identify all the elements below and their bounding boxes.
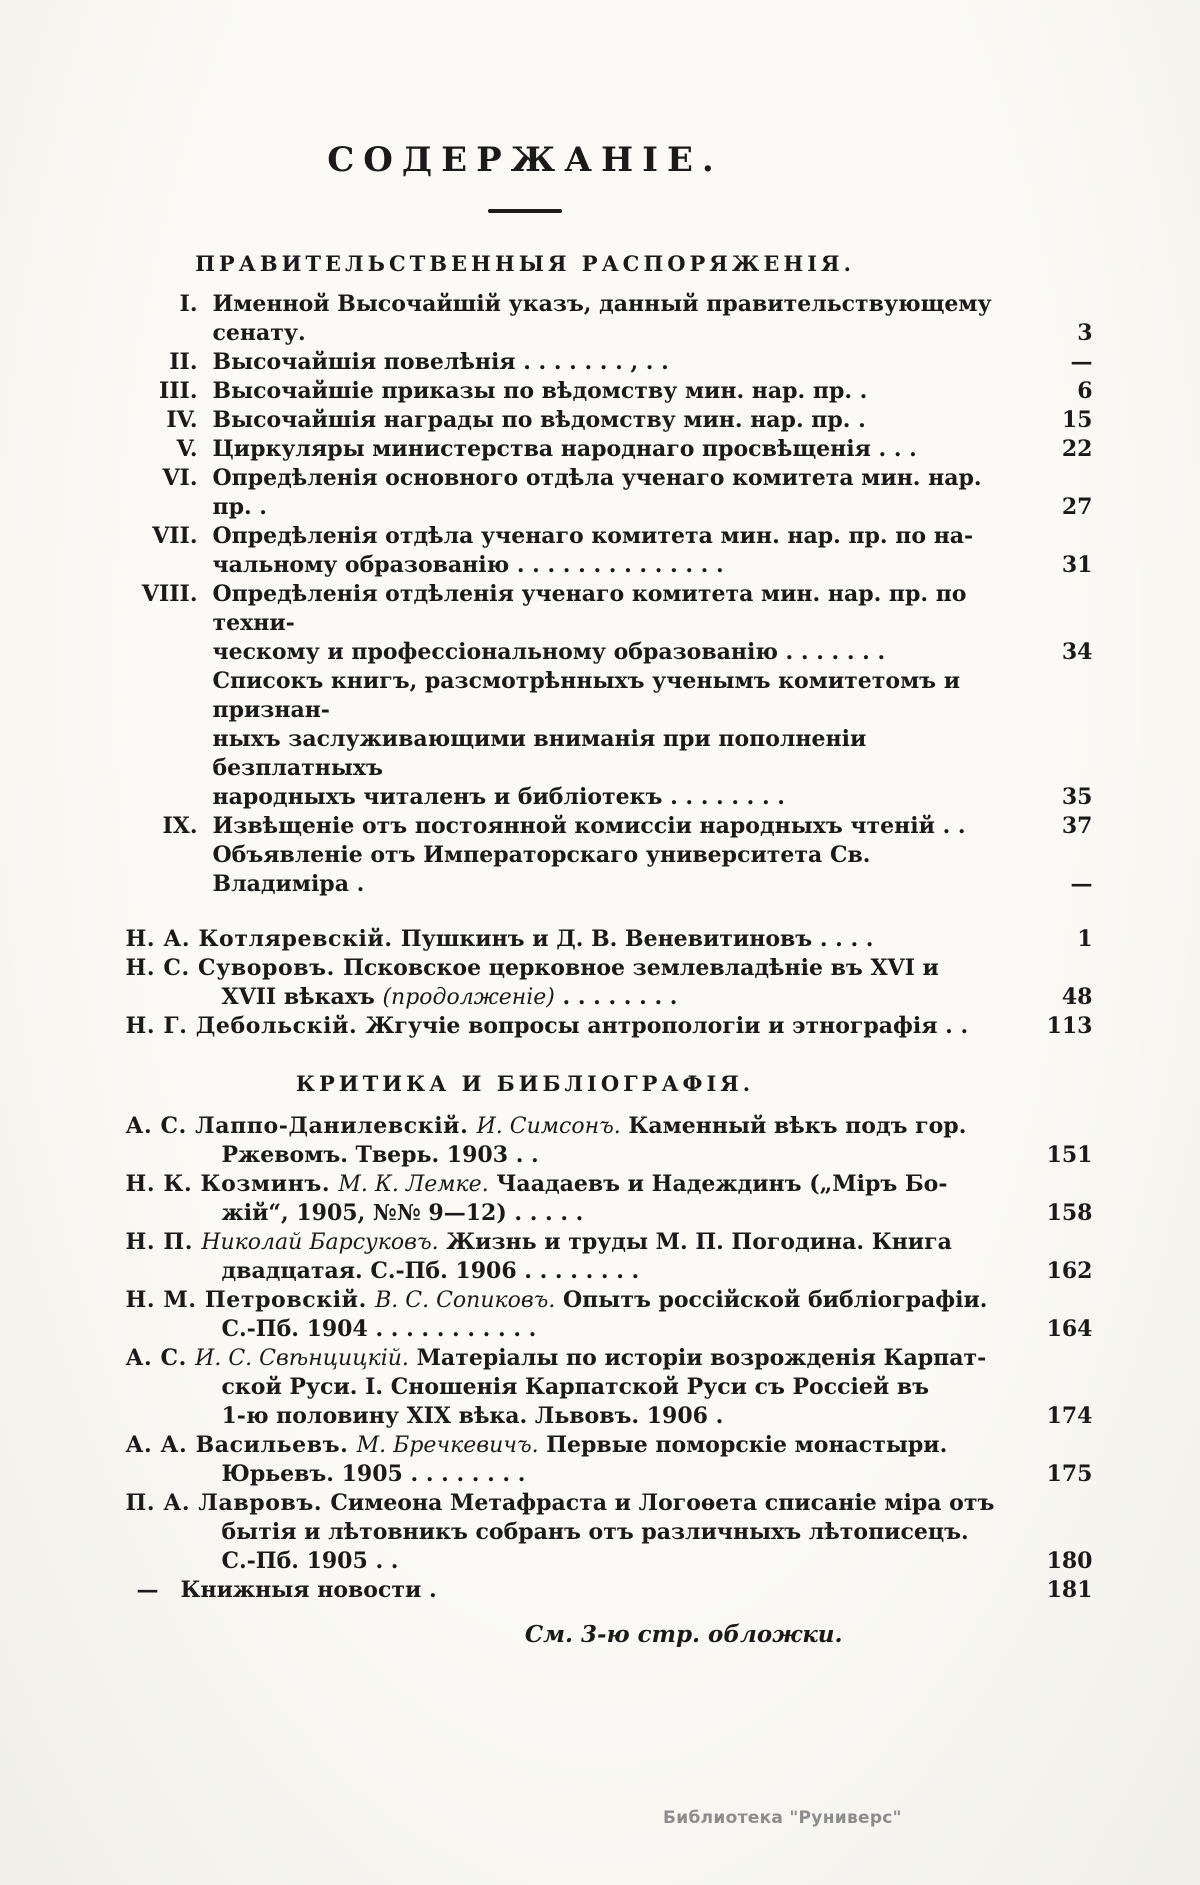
page-title: СОДЕРЖАНІЕ.: [327, 140, 723, 180]
item-line: [126, 1257, 1008, 1286]
title-rule-line: [488, 209, 562, 213]
toc-item: [108, 1431, 1093, 1489]
item-lines: [126, 1286, 1008, 1344]
page-number: 22: [1061, 436, 1093, 462]
item-line: [126, 1489, 1008, 1518]
page-number: —: [1070, 349, 1093, 375]
entry-text: Высочайшія награды по вѣдомству мин. нар. пр. .: [212, 407, 866, 433]
entry-text: Опредѣленія отдѣленія ученаго комитета мин. нар. пр. по техни-: [212, 581, 967, 636]
item-line: [126, 1460, 1008, 1489]
toc-sections: [108, 251, 1093, 1605]
entry-text: Жгучіе вопросы антропологіи и этнографія . .: [365, 1013, 969, 1039]
item-line: [126, 1373, 1008, 1402]
item-line: [213, 435, 1008, 464]
item-lines: [126, 1431, 1008, 1489]
item-line: [213, 812, 1008, 841]
item-lines: [126, 1012, 1008, 1041]
page-number: 113: [1046, 1013, 1093, 1039]
library-watermark: Библиотека "Руниверс": [663, 1808, 902, 1828]
item-lines: [213, 290, 1008, 348]
entry-text: Опредѣленія отдѣла ученаго комитета мин. нар. пр. по на-: [212, 523, 974, 549]
item-line: [126, 1344, 1008, 1373]
item-lines: [126, 1112, 1008, 1170]
item-line: [213, 841, 1008, 899]
page-number: 158: [1046, 1200, 1093, 1226]
item-line: [213, 406, 1008, 435]
entry-text: жій“, 1905, №№ 9—12) . . . . .: [221, 1200, 584, 1226]
entry-author: Н. С. Суворовъ.: [125, 955, 344, 981]
entry-text: Высочайшіе приказы по вѣдомству мин. нар. пр. .: [212, 378, 868, 404]
item-lines: [213, 348, 1008, 377]
item-line: [126, 954, 1008, 983]
item-lines: [126, 1576, 1008, 1605]
entry-text: Опытъ россійской библіографіи.: [555, 1287, 988, 1313]
entry-text: 1-ю половину XIX вѣка. Львовъ. 1906 .: [221, 1403, 724, 1429]
entry-text: чальному образованію . . . . . . . . . . . . . .: [212, 552, 724, 578]
item-lines: [213, 464, 1008, 522]
book-author-italic: (продолженіе): [382, 985, 555, 1010]
item-line: [126, 1315, 1008, 1344]
toc-item: [108, 348, 1093, 377]
toc-item: [108, 925, 1093, 954]
item-lines: [126, 1228, 1008, 1286]
item-lines: [126, 1170, 1008, 1228]
page-number: 180: [1046, 1548, 1093, 1574]
item-line: [213, 377, 1008, 406]
toc-item: [108, 1489, 1093, 1576]
item-line: [126, 1170, 1008, 1199]
item-lines: [213, 377, 1008, 406]
page-number: —: [1070, 871, 1093, 897]
section-articles: [108, 925, 1093, 1041]
page-number: 151: [1046, 1142, 1093, 1168]
page-number: 31: [1061, 552, 1093, 578]
item-number: III.: [158, 378, 198, 404]
entry-text: бытія и лѣтовникъ собранъ отъ различныхъ лѣтописецъ.: [221, 1519, 969, 1545]
item-line: [213, 783, 1008, 812]
item-lines: [213, 841, 1008, 899]
toc-item: [108, 1170, 1093, 1228]
entry-text: Симеона Метафраста и Логоѳета списаніе міра отъ: [330, 1490, 995, 1516]
toc-page: [108, 0, 1093, 1648]
item-line: [213, 348, 1008, 377]
item-line: [213, 580, 1008, 638]
page-number: 34: [1061, 639, 1093, 665]
toc-item: [108, 290, 1093, 348]
item-lines: [126, 1344, 1008, 1431]
item-line: [213, 667, 1008, 725]
page-number: 15: [1061, 407, 1093, 433]
item-line: [126, 1199, 1008, 1228]
item-number: II.: [169, 349, 198, 375]
entry-text: Объявленіе отъ Императорскаго университета Св. Владиміра .: [212, 842, 871, 897]
entry-author: Н. М. Петровскій.: [125, 1287, 376, 1313]
entry-text: Высочайшія повелѣнія . . . . . . . , . .: [212, 349, 669, 375]
entry-text: ныхъ заслуживающими вниманія при пополненіи безплатныхъ: [212, 726, 867, 781]
page-number: 1: [1077, 926, 1093, 952]
toc-item: [108, 522, 1093, 580]
toc-item: [108, 377, 1093, 406]
section-heading: ПРАВИТЕЛЬСТВЕННЫЯ РАСПОРЯЖЕНІЯ.: [195, 251, 855, 276]
book-author-italic: М. К. Лемке.: [338, 1172, 489, 1197]
toc-item: [108, 812, 1093, 841]
entry-author: Н. П.: [125, 1229, 202, 1255]
entry-text: Жизнь и труды М. П. Погодина. Книга: [438, 1229, 952, 1255]
item-lines: [213, 812, 1008, 841]
item-number: IX.: [162, 813, 198, 839]
entry-author: Н. Г. Дебольскій.: [125, 1013, 366, 1039]
item-line: [126, 1286, 1008, 1315]
entry-author: П. А. Лавровъ.: [125, 1490, 331, 1516]
entry-author: Н. К. Козминъ.: [125, 1171, 339, 1197]
item-line: [126, 1228, 1008, 1257]
item-line: [213, 522, 1008, 551]
entry-text: С.-Пб. 1904 . . . . . . . . . . .: [221, 1316, 537, 1342]
item-line: [126, 983, 1008, 1012]
item-line: [126, 1576, 1008, 1605]
item-line: [126, 1012, 1008, 1041]
book-author-italic: И. Симсонъ.: [476, 1114, 621, 1139]
item-lines: [213, 435, 1008, 464]
item-line: [213, 725, 1008, 783]
item-line: [126, 1431, 1008, 1460]
item-line: [126, 1547, 1008, 1576]
item-lines: [213, 667, 1008, 812]
page-number: 35: [1061, 784, 1093, 810]
item-line: [126, 1141, 1008, 1170]
book-author-italic: Николай Барсуковъ.: [201, 1230, 439, 1255]
entry-text: ческому и профессіональному образованію . . . . . . .: [212, 639, 886, 665]
page-number: 6: [1077, 378, 1093, 404]
entry-text: Списокъ книгъ, разсмотрѣнныхъ ученымъ комитетомъ и признан-: [212, 668, 961, 723]
entry-text: — Книжныя новости .: [125, 1577, 437, 1603]
entry-text: Чаадаевъ и Надеждинъ („Міръ Бо-: [488, 1171, 948, 1197]
entry-text: Первые поморскіе монастыри.: [538, 1432, 948, 1458]
toc-item: [108, 580, 1093, 667]
item-line: [126, 925, 1008, 954]
item-number: VIII.: [141, 581, 198, 607]
toc-item: [108, 1228, 1093, 1286]
entry-author: А. С. Лаппо-Данилевскій.: [125, 1113, 477, 1139]
entry-text: Извѣщеніе отъ постоянной комиссіи народныхъ чтеній . .: [212, 813, 966, 839]
item-number: VII.: [152, 523, 198, 549]
item-line: [126, 1402, 1008, 1431]
item-lines: [126, 954, 1008, 1012]
cover-reference-note: См. 3-ю стр. обложки.: [524, 1621, 843, 1648]
entry-text: XVII вѣкахъ: [221, 984, 383, 1010]
item-number: VI.: [162, 465, 198, 491]
entry-text: народныхъ читаленъ и библіотекъ . . . . . . . .: [212, 784, 785, 810]
page-number: 181: [1046, 1577, 1093, 1603]
toc-item: [108, 1344, 1093, 1431]
section-criticism: [108, 1071, 1093, 1605]
page-number: 174: [1046, 1403, 1093, 1429]
book-author-italic: И. С. Свѣнцицкій.: [195, 1346, 409, 1371]
item-number: I.: [179, 291, 198, 317]
item-number: IV.: [166, 407, 198, 433]
page-number: 3: [1077, 320, 1093, 346]
page-number: 162: [1046, 1258, 1093, 1284]
toc-item: [108, 1286, 1093, 1344]
toc-item: [108, 1012, 1093, 1041]
entry-text: Юрьевъ. 1905 . . . . . . . .: [221, 1461, 526, 1487]
entry-text: Каменный вѣкъ подъ гор.: [620, 1113, 967, 1139]
toc-item: [108, 1576, 1093, 1605]
entry-text: Ржевомъ. Тверь. 1903 . .: [221, 1142, 539, 1168]
item-line: [213, 290, 1008, 348]
book-author-italic: В. С. Сопиковъ.: [375, 1288, 556, 1313]
toc-item: [108, 667, 1093, 812]
toc-item: [108, 406, 1093, 435]
item-line: [126, 1112, 1008, 1141]
entry-text: ской Руси. I. Сношенія Карпатской Руси съ Россіей въ: [221, 1374, 930, 1400]
item-number: V.: [176, 436, 198, 462]
entry-author: Н. А. Котляревскій.: [125, 926, 401, 952]
entry-text: Опредѣленія основного отдѣла ученаго комитета мин. нар. пр. .: [212, 465, 982, 520]
item-lines: [213, 406, 1008, 435]
item-line: [126, 1518, 1008, 1547]
page-number: 37: [1061, 813, 1093, 839]
page-number: 27: [1061, 494, 1093, 520]
entry-text: Матеріалы по исторіи возрожденія Карпат-: [408, 1345, 987, 1371]
item-line: [213, 551, 1008, 580]
section-government: [108, 251, 1093, 899]
entry-text: . . . . . . . .: [554, 984, 678, 1010]
item-lines: [213, 580, 1008, 667]
entry-author: А. А. Васильевъ.: [125, 1432, 357, 1458]
toc-item: [108, 841, 1093, 899]
entry-text: Псковское церковное землевладѣніе въ XVI и: [343, 955, 939, 981]
item-line: [213, 638, 1008, 667]
item-lines: [126, 925, 1008, 954]
entry-text: Пушкинъ и Д. В. Веневитиновъ . . . .: [400, 926, 874, 952]
entry-text: С.-Пб. 1905 . .: [221, 1548, 399, 1574]
entry-text: двадцатая. С.-Пб. 1906 . . . . . . . .: [221, 1258, 640, 1284]
page-number: 175: [1046, 1461, 1093, 1487]
entry-author: А. С.: [125, 1345, 196, 1371]
toc-item: [108, 435, 1093, 464]
title-rule: [108, 198, 943, 217]
toc-item: [108, 1112, 1093, 1170]
book-author-italic: М. Бречкевичъ.: [356, 1433, 539, 1458]
item-line: [213, 464, 1008, 522]
entry-text: Циркуляры министерства народнаго просвѣщенія . . .: [212, 436, 917, 462]
section-heading: КРИТИКА И БИБЛІОГРАФІЯ.: [295, 1071, 755, 1096]
item-lines: [126, 1489, 1008, 1576]
page-number: 48: [1061, 984, 1093, 1010]
page-number: 164: [1046, 1316, 1093, 1342]
entry-text: Именной Высочайшій указъ, данный правительствующему сенату.: [212, 291, 992, 346]
item-lines: [213, 522, 1008, 580]
toc-item: [108, 464, 1093, 522]
toc-item: [108, 954, 1093, 1012]
